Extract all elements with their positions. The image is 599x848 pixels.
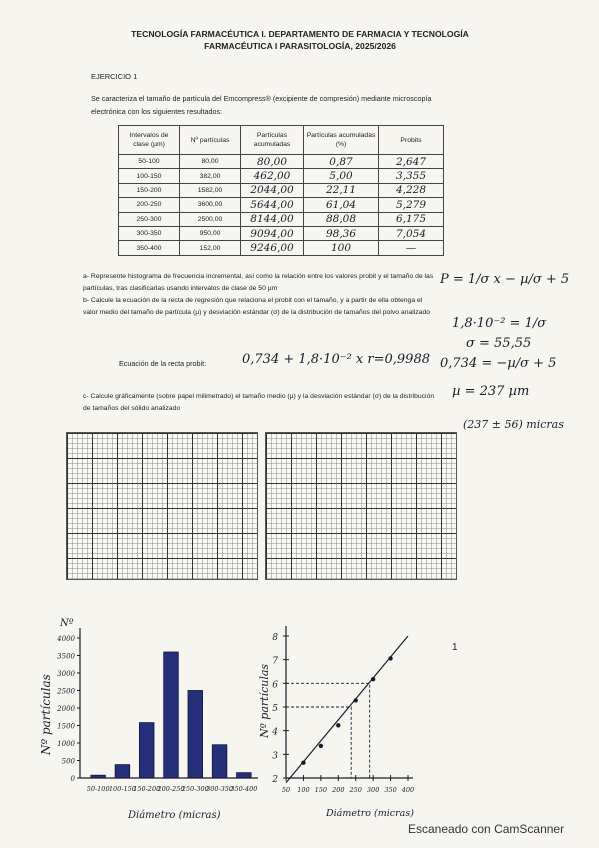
probit-x-tick-label: 50 xyxy=(281,786,291,794)
note-slope: 1,8·10⁻² = 1/σ xyxy=(452,316,547,331)
histogram-y-tick-label: 1000 xyxy=(57,740,75,748)
probit-guide-line xyxy=(286,707,351,778)
col-cumulative: Partículas acumuladas xyxy=(241,126,304,155)
table-cell: 100 xyxy=(304,241,379,255)
table-row xyxy=(119,212,444,226)
probit-data-point xyxy=(319,744,323,748)
table-cell: 3,355 xyxy=(379,169,444,183)
note-sigma: σ = 55,55 xyxy=(466,336,532,351)
table-cell: 382,00 xyxy=(180,169,241,183)
table-row xyxy=(119,226,444,240)
probit-data-point xyxy=(336,723,340,727)
probit-y-tick-label: 4 xyxy=(272,727,278,738)
table-cell: 3600,00 xyxy=(180,198,241,212)
histogram-bar xyxy=(115,765,130,778)
probit-x-tick-label: 350 xyxy=(384,786,397,794)
header-line-2: FARMACÉUTICA I PARASITOLOGÍA, 2025/2026 xyxy=(204,41,396,51)
table-cell: 200-250 xyxy=(119,198,180,212)
histogram-x-tick-label: 200-250 xyxy=(157,785,185,793)
table-cell: 22,11 xyxy=(304,183,379,197)
exercise-intro: Se caracteriza el tamaño de partícula del Emcompress® (excipiente de compresión) mediante microscopía electrónica con los siguientes resultados: xyxy=(91,94,432,116)
table-cell: 2,647 xyxy=(379,155,444,169)
document-header xyxy=(70,28,530,52)
probit-x-label: Diámetro (micras) xyxy=(326,808,414,819)
regression-equation: 0,734 + 1,8·10⁻² x r=0,9988 xyxy=(242,352,430,367)
histogram-y-label: Nº partículas xyxy=(39,674,53,755)
scanner-watermark: Escaneado con CamScanner xyxy=(408,822,565,836)
table-cell: 98,36 xyxy=(304,226,379,240)
histogram-y-tick-label: 0 xyxy=(70,775,75,783)
probit-data-point xyxy=(354,698,358,702)
histogram-x-tick-label: 100-150 xyxy=(108,785,136,793)
table-cell: 250-300 xyxy=(119,212,180,226)
table-cell: 61,04 xyxy=(304,198,379,212)
table-cell: 152,00 xyxy=(180,241,241,255)
histogram-y-tick-label: 500 xyxy=(61,757,75,766)
histogram-bar xyxy=(212,745,227,778)
table-header-row xyxy=(119,126,444,155)
table-cell: 9246,00 xyxy=(241,241,304,255)
probit-y-tick-label: 3 xyxy=(272,751,278,762)
histogram-bar xyxy=(237,773,252,778)
table-row xyxy=(119,241,444,255)
col-intervals: Intervalos de clase (µm) xyxy=(119,126,180,155)
probit-y-tick-label: 2 xyxy=(272,775,278,785)
table-cell: 5,00 xyxy=(304,169,379,183)
col-count: Nº partículas xyxy=(180,126,241,155)
note-final-result: (237 ± 56) micras xyxy=(463,418,564,431)
graph-paper-right xyxy=(265,432,457,580)
histogram-x-tick-label: 50-100 xyxy=(86,785,110,793)
graph-paper-left xyxy=(66,432,258,580)
histogram-y-tick-label: 2000 xyxy=(57,705,75,713)
table-row xyxy=(119,155,444,169)
histogram-y-tick-label: 4000 xyxy=(57,635,75,643)
table-cell: 6,175 xyxy=(379,212,444,226)
probit-x-tick-label: 400 xyxy=(401,786,415,794)
table-cell: 80,00 xyxy=(241,155,304,169)
table-cell: 8144,00 xyxy=(241,212,304,226)
probit-y-tick-label: 8 xyxy=(272,633,278,643)
probit-data-point xyxy=(301,760,305,764)
probit-y-tick-label: 6 xyxy=(272,680,278,691)
table-cell: 0,87 xyxy=(304,155,379,169)
question-c: c- Calcule gráficamente (sobre papel milimetrado) el tamaño medio (µ) y la desviación estándar (σ) de la distribución de tamaños del sólido analizado xyxy=(83,393,435,412)
table-cell: 300-350 xyxy=(119,226,180,240)
histogram-y-tick-label: 3500 xyxy=(57,652,75,661)
questions-a-b xyxy=(83,271,438,319)
table-row xyxy=(119,198,444,212)
histogram-bar xyxy=(164,652,179,778)
note-probit-formula: P = 1/σ x − µ/σ + 5 xyxy=(440,272,570,287)
table-cell: 9094,00 xyxy=(241,226,304,240)
histogram-y-tick-label: 2500 xyxy=(57,687,75,696)
table-cell: 80,00 xyxy=(180,155,241,169)
histogram-y-tick-label: 3000 xyxy=(57,670,75,678)
histogram-x-tick-label: 150-200 xyxy=(133,785,161,793)
probit-data-point xyxy=(371,677,375,681)
histogram-y-tick-label: 1500 xyxy=(57,722,75,731)
table-cell: 7,054 xyxy=(379,226,444,240)
table-cell: — xyxy=(379,241,444,255)
page-number: 1 xyxy=(452,642,458,653)
table-cell: 5644,00 xyxy=(241,198,304,212)
probit-y-tick-label: 7 xyxy=(272,656,278,667)
question-a: a- Represente histograma de frecuencia incremental, así como la relación entre los valores probit y el tamaño de las partículas, tras clasificarlas usando intervalos de clase de 50 µm xyxy=(83,273,434,292)
histogram-chart xyxy=(30,610,265,825)
histogram-bar xyxy=(139,723,154,778)
col-cumulative-pct: Partículas acumuladas (%) xyxy=(304,126,379,155)
probit-plot xyxy=(258,618,428,823)
table-row xyxy=(119,169,444,183)
probit-x-tick-label: 150 xyxy=(314,786,328,794)
question-b: b- Calcule la ecuación de la recta de regresión que relaciona el probit con el tamaño, y a partir de ella obtenga el valor medio del tamaño de partícula (µ) y desviación estándar (σ) de la distribución de tamaños del polvo analizado xyxy=(83,297,431,316)
table-cell: 2500,00 xyxy=(180,212,241,226)
exercise-title: EJERCICIO 1 xyxy=(91,72,138,81)
probit-y-tick-label: 5 xyxy=(272,704,278,714)
histogram-x-tick-label: 300-350 xyxy=(206,785,234,793)
results-table xyxy=(118,125,444,256)
histogram-bar xyxy=(188,691,203,779)
table-cell: 1582,00 xyxy=(180,183,241,197)
table-cell: 2044,00 xyxy=(241,183,304,197)
regression-label: Ecuación de la recta probit: xyxy=(119,359,207,368)
table-cell: 950,00 xyxy=(180,226,241,240)
histogram-x-tick-label: 250-300 xyxy=(181,785,209,793)
table-cell: 4,228 xyxy=(379,183,444,197)
table-cell: 50-100 xyxy=(119,155,180,169)
probit-data-point xyxy=(388,656,392,660)
table-cell: 88,08 xyxy=(304,212,379,226)
col-probits: Probits xyxy=(379,126,444,155)
histogram-x-label: Diámetro (micras) xyxy=(128,810,221,821)
note-mu: µ = 237 µm xyxy=(452,384,530,399)
header-line-1: TECNOLOGÍA FARMACÉUTICA I. DEPARTAMENTO DE FARMACIA Y TECNOLOGÍA xyxy=(131,29,469,39)
histogram-y-top-label: Nº xyxy=(60,618,74,629)
probit-x-tick-label: 300 xyxy=(366,786,380,794)
probit-x-tick-label: 100 xyxy=(297,786,310,794)
table-cell: 462,00 xyxy=(241,169,304,183)
probit-y-label: Nº partículas xyxy=(258,663,271,738)
table-cell: 150-200 xyxy=(119,183,180,197)
probit-x-tick-label: 200 xyxy=(332,786,345,794)
note-intercept: 0,734 = −µ/σ + 5 xyxy=(440,356,557,371)
table-row xyxy=(119,183,444,197)
histogram-x-tick-label: 350-400 xyxy=(230,785,258,793)
probit-x-tick-label: 250 xyxy=(349,786,362,794)
table-cell: 350-400 xyxy=(119,241,180,255)
table-cell: 5,279 xyxy=(379,198,444,212)
table-cell: 100-150 xyxy=(119,169,180,183)
